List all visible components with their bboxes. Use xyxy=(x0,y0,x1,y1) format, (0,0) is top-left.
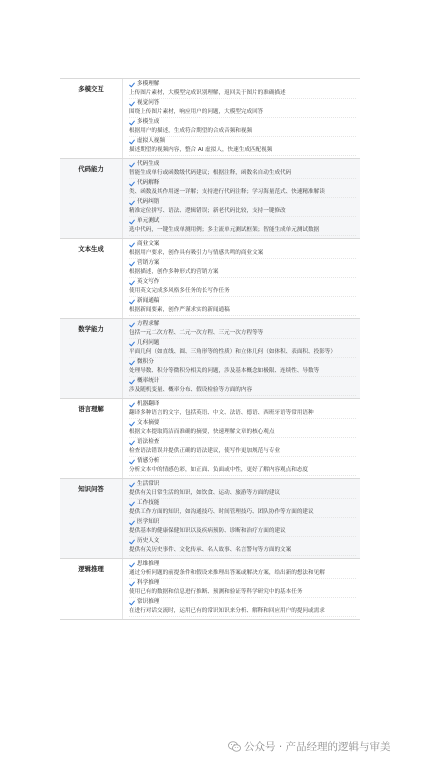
category-label: 文本生成 xyxy=(78,245,104,253)
capability-item xyxy=(129,278,356,297)
capability-description: 根据用户的描述，生成符合期望的合成音频和视频 xyxy=(129,127,356,137)
check-icon xyxy=(129,440,135,446)
capability-item xyxy=(129,217,356,236)
section-row xyxy=(60,559,360,620)
capability-title: 科学推理 xyxy=(137,580,160,586)
capability-item xyxy=(129,419,356,438)
capability-list xyxy=(122,479,360,558)
capability-list xyxy=(122,559,360,619)
capability-description: 使用已有的数据和信息进行推断、预测和验证等科学研究中的基本任务 xyxy=(129,588,356,598)
check-icon xyxy=(129,261,135,267)
capability-list xyxy=(122,79,360,158)
capability-title: 虚拟人视频 xyxy=(137,138,165,144)
check-icon xyxy=(129,482,135,488)
capability-title: 文本摘要 xyxy=(137,420,160,426)
capability-title-row xyxy=(129,278,356,287)
check-icon xyxy=(129,101,135,107)
capability-title: 代码生成 xyxy=(137,161,160,167)
capability-item xyxy=(129,179,356,198)
check-icon xyxy=(129,200,135,206)
capability-description: 智能生成单行或函数级代码建议；根据注释，函数名自动生成代码 xyxy=(129,169,356,179)
capability-item xyxy=(129,457,356,476)
check-icon xyxy=(129,600,135,606)
capability-item xyxy=(129,438,356,457)
capability-item xyxy=(129,358,356,377)
capability-title: 新闻通稿 xyxy=(137,298,160,304)
capability-item xyxy=(129,297,356,316)
capability-title: 医学知识 xyxy=(137,519,160,525)
capability-title: 思维推理 xyxy=(137,561,160,567)
capability-description: 平面几何（如直线、圆、三角形等的性质）和立体几何（如体积、表面积、投影等） xyxy=(129,348,356,358)
capability-title: 概率统计 xyxy=(137,378,160,384)
capability-title: 情感分析 xyxy=(137,458,160,464)
capability-title-row xyxy=(129,438,356,447)
capability-list xyxy=(122,239,360,318)
capability-title-row xyxy=(129,99,356,108)
watermark xyxy=(228,739,391,754)
wechat-icon xyxy=(228,741,241,752)
section-row xyxy=(60,239,360,319)
capability-description: 上传图片素材，大模型完成识别理解，返回关于图片的准确描述 xyxy=(129,89,356,99)
capability-item xyxy=(129,80,356,99)
check-icon xyxy=(129,402,135,408)
capability-title: 营销方案 xyxy=(137,260,160,266)
capability-title: 多模生成 xyxy=(137,119,160,125)
capability-description: 通过分析问题的前提条件和假设来推理出答案或解决方案，给出新的想法和见解 xyxy=(129,569,356,579)
capability-description: 根据新闻要素，创作严谨求实的新闻通稿 xyxy=(129,306,356,316)
capability-description: 提供工作方面的知识，如沟通技巧、时间管理技巧、团队协作等方面的建议 xyxy=(129,508,356,518)
capability-title-row xyxy=(129,240,356,249)
check-icon xyxy=(129,181,135,187)
section-row xyxy=(60,319,360,399)
capability-item xyxy=(129,598,356,617)
capability-item xyxy=(129,400,356,419)
capability-title-row xyxy=(129,377,356,386)
capability-item xyxy=(129,560,356,579)
capability-description: 翻译多种语言的文字，包括英语、中文、法语、德语、西班牙语等常用语种 xyxy=(129,409,356,419)
capability-title: 工作技能 xyxy=(137,500,160,506)
capability-description: 提供有关历史事件、文化传承、名人故事、名言警句等方面的文案 xyxy=(129,546,356,556)
watermark-text: 公众号 · 产品经理的逻辑与审美 xyxy=(244,741,391,753)
capability-title: 商业文案 xyxy=(137,241,160,247)
category-label: 语言理解 xyxy=(78,405,104,413)
capability-item xyxy=(129,537,356,556)
capability-description: 分析文本中的情感色彩，如正面、负面或中性，更好了解内容观点和态度 xyxy=(129,466,356,476)
check-icon xyxy=(129,299,135,305)
capability-item xyxy=(129,118,356,137)
capability-title: 生活常识 xyxy=(137,481,160,487)
section-row xyxy=(60,159,360,239)
section-row xyxy=(60,399,360,479)
capability-title: 机器翻译 xyxy=(137,401,160,407)
capability-description: 提供基本的健康保健知识以及疾病预防、诊断和治疗方面的建议 xyxy=(129,527,356,537)
check-icon xyxy=(129,280,135,286)
capability-title: 多模理解 xyxy=(137,81,160,87)
capability-title-row xyxy=(129,598,356,607)
capability-list xyxy=(122,159,360,238)
capability-title: 视觉问答 xyxy=(137,100,160,106)
capability-description: 包括一元二次方程、二元一次方程、三元一次方程等等 xyxy=(129,329,356,339)
capability-title-row xyxy=(129,217,356,226)
capability-title-row xyxy=(129,160,356,169)
capability-title: 代码解释 xyxy=(137,180,160,186)
check-icon xyxy=(129,539,135,545)
capability-item xyxy=(129,339,356,358)
capability-description: 处理导数、积分等微积分相关的问题，涉及基本概念如极限、连续性、导数等 xyxy=(129,367,356,377)
check-icon xyxy=(129,322,135,328)
capability-description: 精准定位拼写、语法、逻辑错误；新老代码比较，支持一键修改 xyxy=(129,207,356,217)
category-label: 数学能力 xyxy=(78,325,104,333)
capability-title-row xyxy=(129,198,356,207)
check-icon xyxy=(129,360,135,366)
capability-description: 提供有关日常生活的知识，如饮食、运动、旅游等方面的建议 xyxy=(129,489,356,499)
capability-title: 英文写作 xyxy=(137,279,160,285)
capability-item xyxy=(129,377,356,396)
check-icon xyxy=(129,421,135,427)
capability-title-row xyxy=(129,560,356,569)
capability-title: 历史人文 xyxy=(137,538,160,544)
check-icon xyxy=(129,242,135,248)
capability-title: 代码纠错 xyxy=(137,199,160,205)
capability-description: 使用英文完成多风格多任务的长写作任务 xyxy=(129,287,356,297)
capability-title-row xyxy=(129,259,356,268)
capability-item xyxy=(129,240,356,259)
capability-title-row xyxy=(129,457,356,466)
category-label: 代码能力 xyxy=(78,165,104,173)
check-icon xyxy=(129,120,135,126)
check-icon xyxy=(129,562,135,568)
capability-title: 微积分 xyxy=(137,359,154,365)
capability-title: 常识推理 xyxy=(137,599,160,605)
check-icon xyxy=(129,581,135,587)
capability-description: 在进行对话交流时，运用已有的常识知识来分析、解释和回应用户的提问或需求 xyxy=(129,607,356,617)
capability-table xyxy=(60,78,360,620)
capability-title-row xyxy=(129,358,356,367)
check-icon xyxy=(129,341,135,347)
check-icon xyxy=(129,520,135,526)
capability-title-row xyxy=(129,579,356,588)
capability-item xyxy=(129,137,356,156)
capability-title-row xyxy=(129,320,356,329)
capability-description: 检查语法错误并提供正确的语法建议，使写作更加规范与专业 xyxy=(129,447,356,457)
capability-title: 单元测试 xyxy=(137,218,160,224)
capability-item xyxy=(129,480,356,499)
capability-title-row xyxy=(129,518,356,527)
section-row xyxy=(60,479,360,559)
capability-title-row xyxy=(129,537,356,546)
capability-item xyxy=(129,160,356,179)
capability-description: 围绕上传图片素材，响应用户的问题，大模型完成回答 xyxy=(129,108,356,118)
capability-title-row xyxy=(129,179,356,188)
check-icon xyxy=(129,82,135,88)
capability-title-row xyxy=(129,419,356,428)
check-icon xyxy=(129,162,135,168)
check-icon xyxy=(129,501,135,507)
capability-item xyxy=(129,198,356,217)
check-icon xyxy=(129,379,135,385)
capability-title: 几何问题 xyxy=(137,340,160,346)
category-label: 多模交互 xyxy=(78,85,104,93)
capability-title: 方程求解 xyxy=(137,321,160,327)
capability-description: 涉及随机变量、概率分布、假设检验等方面的内容 xyxy=(129,386,356,396)
check-icon xyxy=(129,139,135,145)
category-label: 逻辑推理 xyxy=(78,565,104,573)
capability-item xyxy=(129,499,356,518)
check-icon xyxy=(129,219,135,225)
capability-item xyxy=(129,518,356,537)
capability-title-row xyxy=(129,339,356,348)
capability-title-row xyxy=(129,400,356,409)
capability-title-row xyxy=(129,137,356,146)
capability-item xyxy=(129,99,356,118)
capability-description: 选中代码，一键生成单测用例；多主流单元测试框架；智能生成单元测试数据 xyxy=(129,226,356,236)
capability-list xyxy=(122,399,360,478)
capability-item xyxy=(129,320,356,339)
capability-title: 语法检查 xyxy=(137,439,160,445)
capability-title-row xyxy=(129,118,356,127)
capability-title-row xyxy=(129,499,356,508)
capability-item xyxy=(129,579,356,598)
section-row xyxy=(60,79,360,159)
capability-list xyxy=(122,319,360,398)
category-label: 知识问答 xyxy=(78,485,104,493)
check-icon xyxy=(129,459,135,465)
capability-description: 根据文本提取简洁而准确的摘要，快速理解文章的核心观点 xyxy=(129,428,356,438)
capability-description: 描述期望的视频内容，整合 AI 虚拟人，快速生成匹配视频 xyxy=(129,146,356,156)
capability-description: 根据描述，创作多种形式的营销方案 xyxy=(129,268,356,278)
capability-title-row xyxy=(129,297,356,306)
capability-description: 类、函数及其作用逐一详解；支持进行代码注释；学习海量范式、快速精准解读 xyxy=(129,188,356,198)
capability-item xyxy=(129,259,356,278)
capability-description: 根据用户要求，创作具有吸引力与情感共鸣的商业文案 xyxy=(129,249,356,259)
capability-title-row xyxy=(129,80,356,89)
capability-title-row xyxy=(129,480,356,489)
